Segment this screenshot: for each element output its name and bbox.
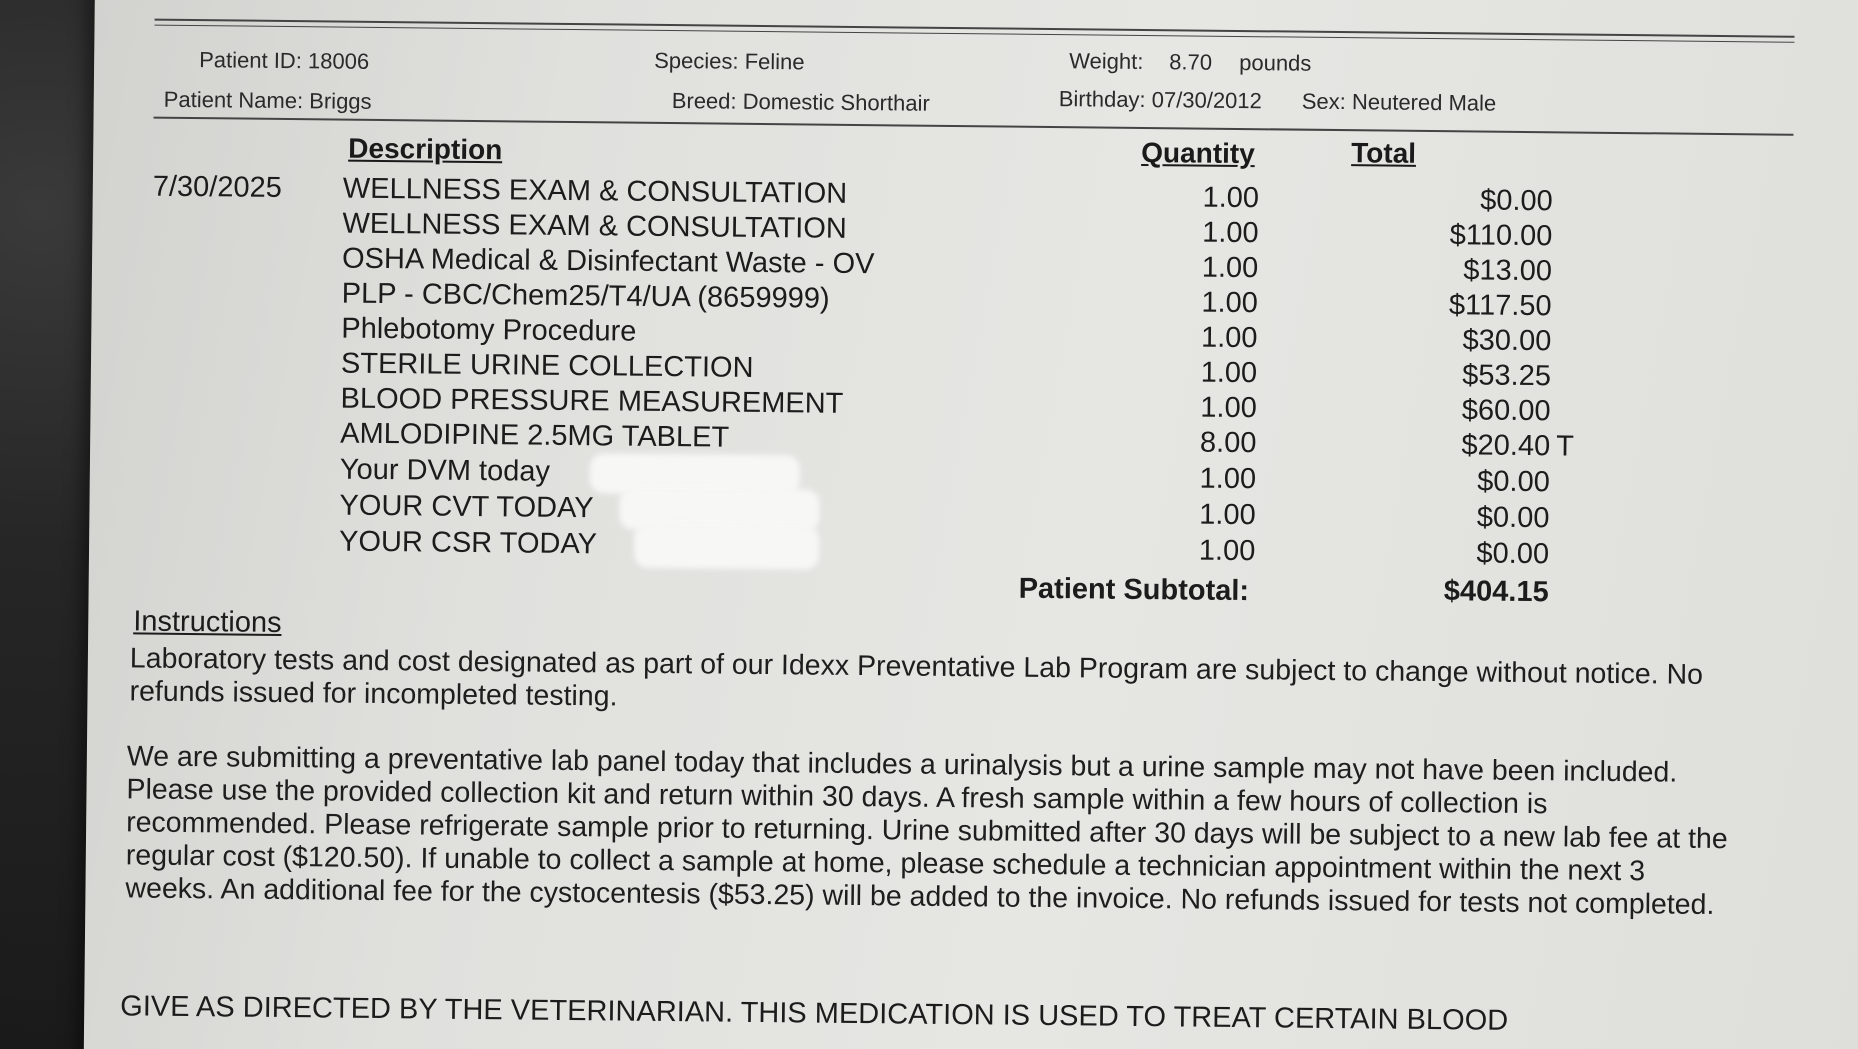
birthday: Birthday: 07/30/2012 bbox=[1058, 86, 1262, 114]
item-total: $13.00 bbox=[1463, 254, 1553, 288]
item-quantity: 1.00 bbox=[1198, 534, 1256, 568]
species: Species: Feline bbox=[654, 47, 805, 75]
description-header: Description bbox=[348, 132, 503, 166]
item-description: STERILE URINE COLLECTION bbox=[340, 347, 754, 384]
invoice-page bbox=[83, 0, 1858, 1049]
item-quantity: 1.00 bbox=[1200, 391, 1257, 425]
item-description: PLP - CBC/Chem25/T4/UA (8659999) bbox=[341, 277, 830, 315]
patient-name: Patient Name: Briggs bbox=[163, 86, 372, 114]
quantity-header: Quantity bbox=[1141, 136, 1255, 170]
item-quantity: 1.00 bbox=[1199, 498, 1256, 532]
urine-sample-paragraph: We are submitting a preventative lab panel today that includes a urinalysis but a urine sample may not have been included. Please use the provided collection kit and return within 30 days. A fresh sample within a few hours of collection is recommended. Please refrigerate sample prior to returning. Urine submitted after 30 days will be subject to a new lab fee at the regular cost ($120.50). If unable to collect a sample at home, please schedule a technician appointment within the next 3 weeks. An additional fee for the cystocentesis ($53.25) will be added to the invoice. No refunds issued for tests not completed. bbox=[125, 740, 1728, 922]
sex: Sex: Neutered Male bbox=[1301, 88, 1497, 116]
weight-unit: pounds bbox=[1239, 49, 1312, 76]
item-total: $117.50 bbox=[1448, 289, 1552, 323]
subtotal-value: $404.15 bbox=[1443, 575, 1549, 609]
item-quantity: 1.00 bbox=[1200, 356, 1258, 390]
item-quantity: 1.00 bbox=[1199, 462, 1257, 496]
total-header: Total bbox=[1351, 137, 1417, 169]
item-description: WELLNESS EXAM & CONSULTATION bbox=[342, 207, 847, 245]
breed: Breed: Domestic Shorthair bbox=[671, 88, 930, 116]
item-total: $0.00 bbox=[1477, 465, 1550, 499]
item-description: YOUR CSR TODAY bbox=[338, 525, 598, 561]
item-description: BLOOD PRESSURE MEASUREMENT bbox=[340, 382, 844, 420]
instructions-title: Instructions bbox=[133, 605, 282, 639]
item-total: $110.00 bbox=[1449, 219, 1553, 253]
item-quantity: 1.00 bbox=[1202, 181, 1260, 215]
patient-id: Patient ID: 18006 bbox=[199, 47, 370, 74]
item-total: $0.00 bbox=[1476, 537, 1550, 571]
instructions-paragraph: Laboratory tests and cost designated as part of our Idexx Preventative Lab Program are subject to change without notice. No refunds issued for incompleted testing. bbox=[129, 642, 1704, 713]
item-description: Your DVM today bbox=[339, 453, 551, 488]
item-description: WELLNESS EXAM & CONSULTATION bbox=[342, 172, 848, 210]
redaction-mark bbox=[634, 524, 819, 570]
visit-date: 7/30/2025 bbox=[152, 170, 283, 204]
subtotal-label: Patient Subtotal: bbox=[1018, 572, 1250, 608]
item-quantity: 1.00 bbox=[1202, 216, 1259, 250]
item-total: $20.40 bbox=[1461, 429, 1551, 463]
item-description: AMLODIPINE 2.5MG TABLET bbox=[340, 417, 730, 454]
item-description: OSHA Medical & Disinfectant Waste - OV bbox=[341, 242, 875, 281]
item-description: Phlebotomy Procedure bbox=[341, 312, 637, 348]
item-quantity: 1.00 bbox=[1201, 251, 1259, 285]
taxable-flag: T bbox=[1556, 430, 1575, 463]
weight-value: 8.70 bbox=[1169, 49, 1213, 75]
item-total: $30.00 bbox=[1462, 324, 1552, 358]
item-description: YOUR CVT TODAY bbox=[339, 489, 594, 525]
item-total: $0.00 bbox=[1476, 501, 1550, 535]
item-total: $53.25 bbox=[1462, 359, 1552, 393]
item-quantity: 1.00 bbox=[1201, 286, 1259, 320]
item-quantity: 8.00 bbox=[1199, 426, 1257, 460]
item-total: $60.00 bbox=[1461, 394, 1551, 428]
weight-label: Weight: bbox=[1069, 48, 1144, 74]
item-total: $0.00 bbox=[1480, 184, 1553, 218]
item-quantity: 1.00 bbox=[1200, 321, 1258, 355]
medication-note: GIVE AS DIRECTED BY THE VETERINARIAN. THIS MEDICATION IS USED TO TREAT CERTAIN BLOOD bbox=[120, 990, 1509, 1037]
